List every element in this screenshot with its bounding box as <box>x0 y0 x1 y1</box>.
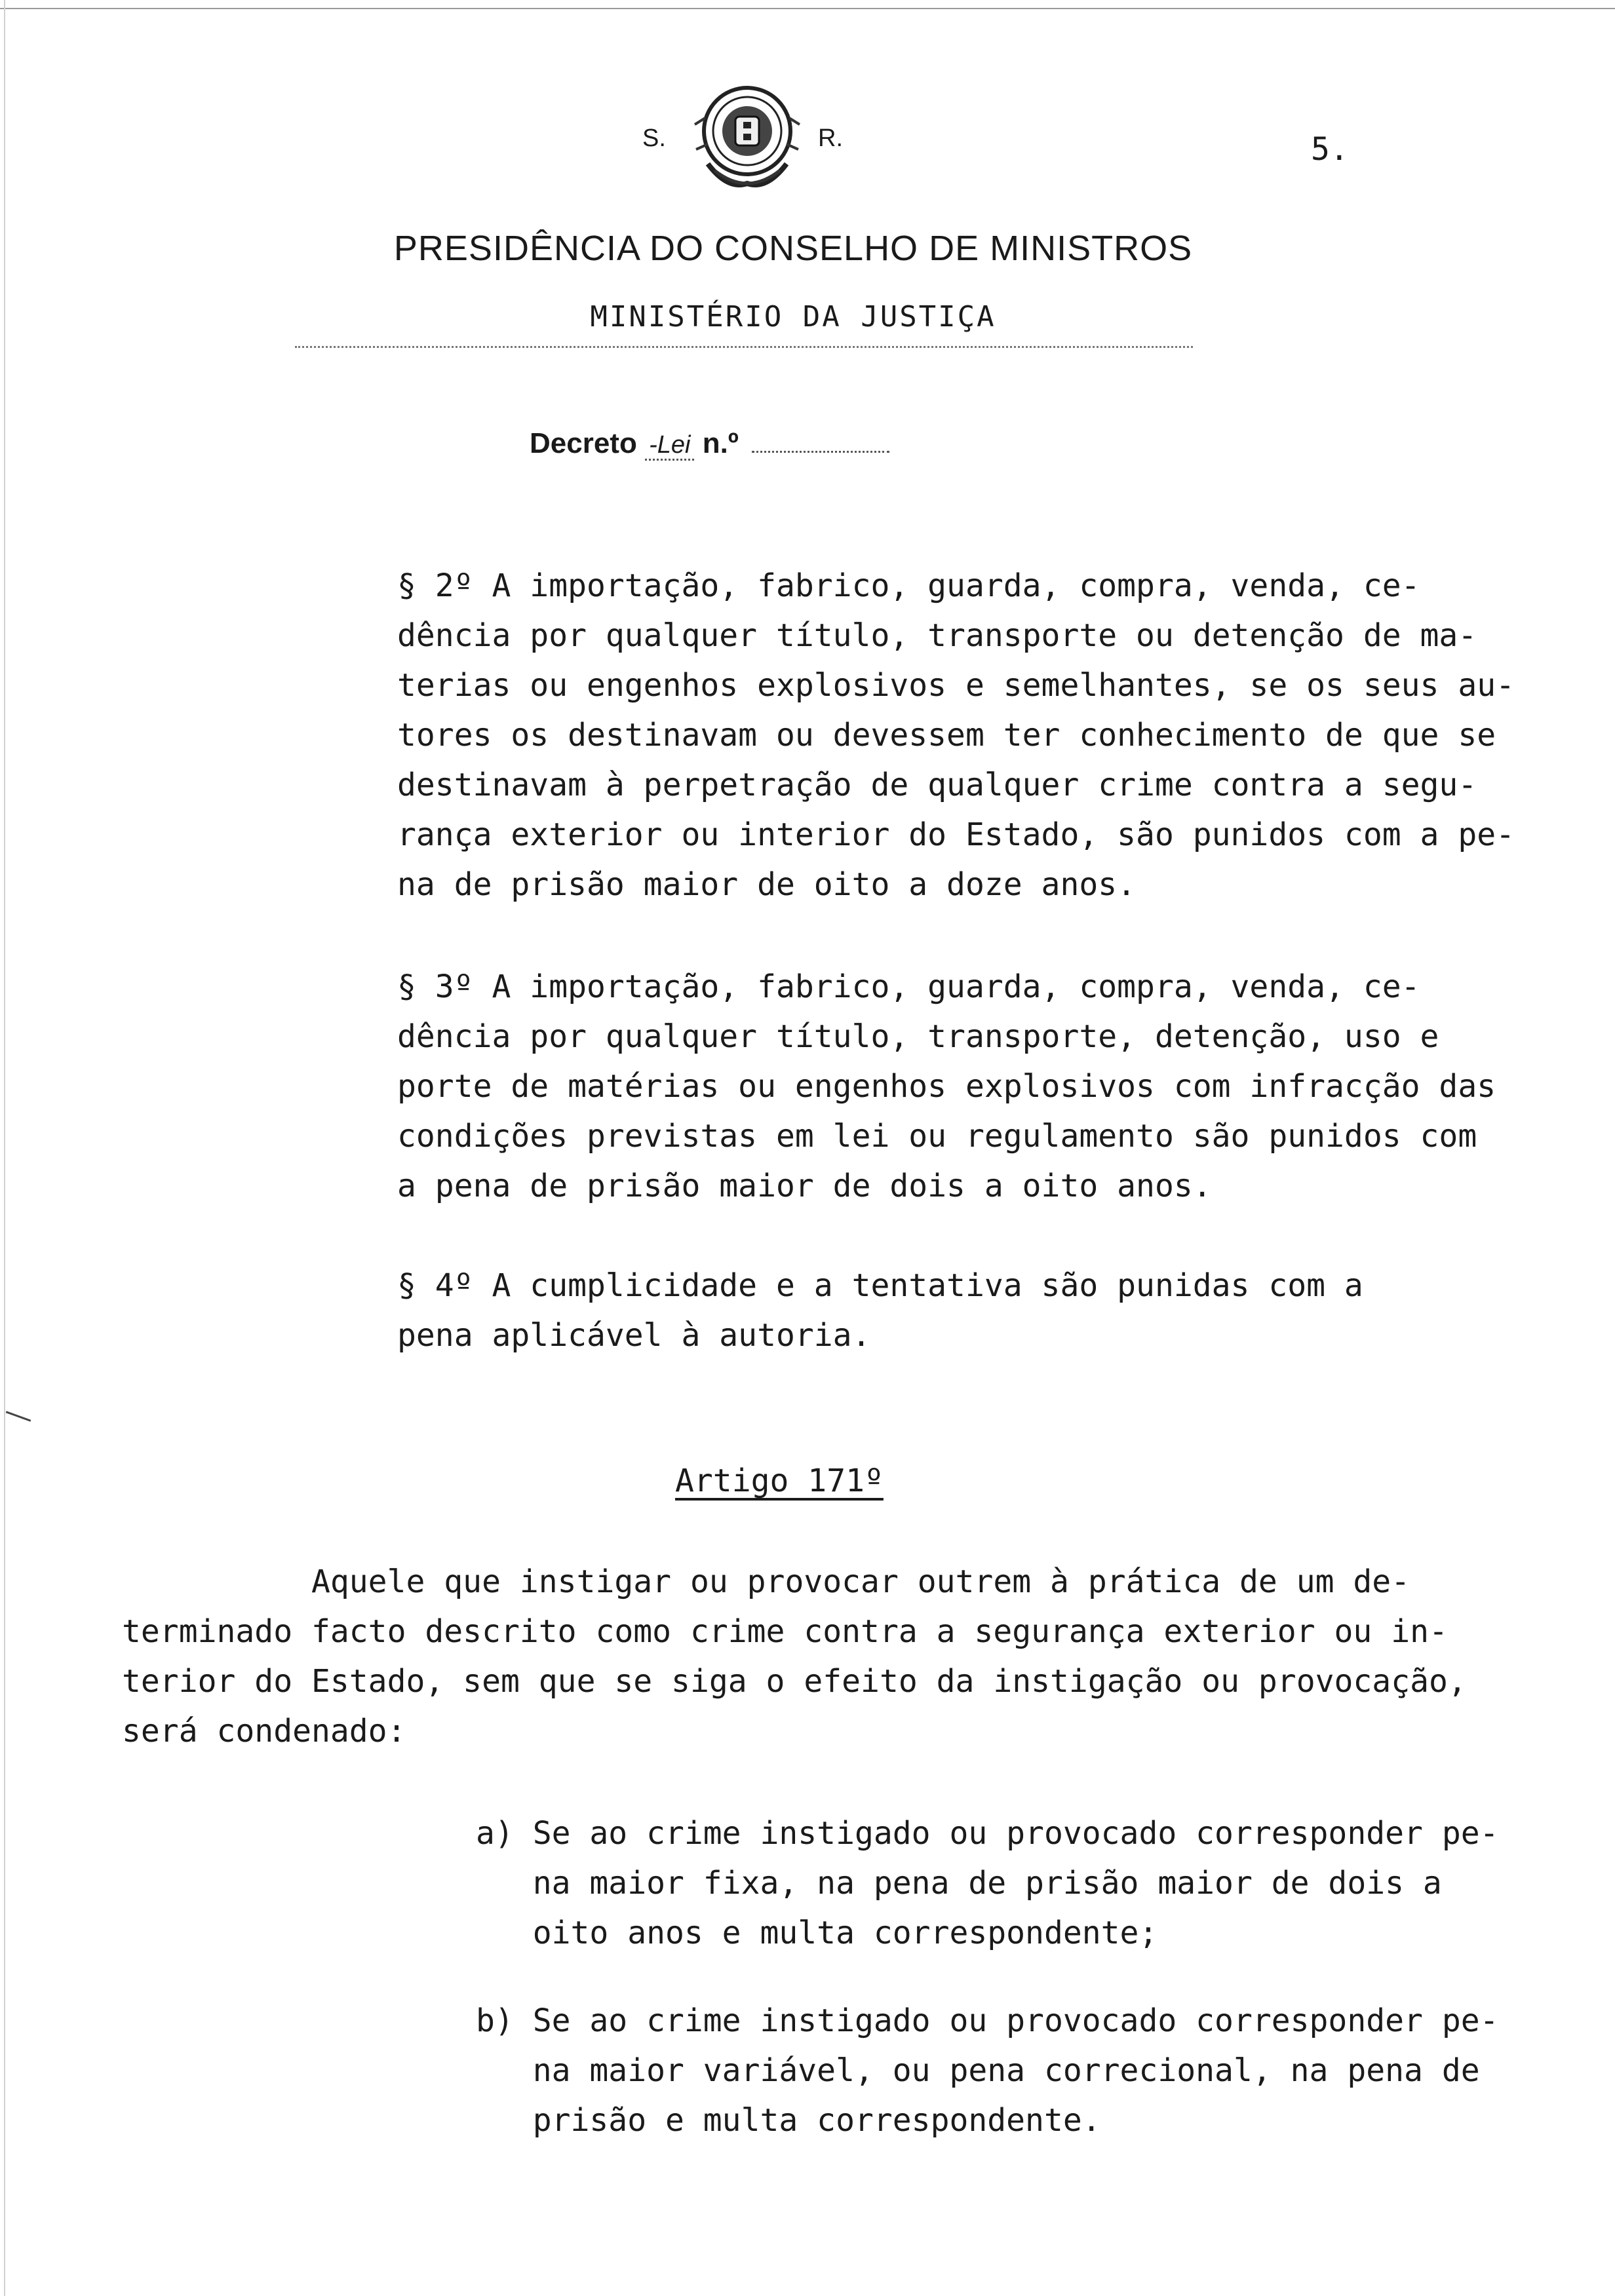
scan-edge-left <box>4 0 5 2296</box>
header-divider <box>295 346 1193 348</box>
seal-left-letter: S. <box>642 124 666 152</box>
scan-edge-top <box>0 8 1615 9</box>
decree-number-blank <box>752 451 889 453</box>
decree-number-label: n.º <box>702 427 739 459</box>
seal-right-letter: R. <box>818 124 843 152</box>
article-title: Artigo 171º <box>675 1463 884 1499</box>
paragraph-2: § 2º A importação, fabrico, guarda, compra, venda, ce- dência por qualquer título, transporte ou detenção de ma- terias ou engenhos explosivos e semelhantes, se os seus au- tores os destinavam ou devessem ter conhecimento de que se destinavam à perpetração de qualquer crime contra a segu- rança exterior ou interior do Estado, são punidos com a pe- na de prisão maior de oito a doze anos. <box>397 567 1515 903</box>
presidency-heading: PRESIDÊNCIA DO CONSELHO DE MINISTROS <box>393 229 1193 268</box>
article-item-b: b) Se ao crime instigado ou provocado corresponder pe- na maior variável, ou pena correcional, na pena de prisão e multa correspondente. <box>476 2002 1499 2139</box>
decree-label: Decreto <box>530 427 637 459</box>
article-intro: Aquele que instigar ou provocar outrem à prática de um de- terminado facto descrito como crime contra a segurança exterior ou in- terior do Estado, sem que se siga o efeito da instigação ou provocação, será condenado: <box>122 1563 1467 1750</box>
letterhead-seal-row <box>590 79 918 210</box>
margin-mark <box>6 1411 31 1422</box>
page-number: 5. <box>1311 131 1349 168</box>
coat-of-arms-seal <box>682 79 813 197</box>
article-item-a: a) Se ao crime instigado ou provocado corresponder pe- na maior fixa, na pena de prisão maior de dois a oito anos e multa correspondente; <box>476 1815 1499 1951</box>
decree-handwritten-lei: -Lei <box>645 431 694 461</box>
paragraph-4: § 4º A cumplicidade e a tentativa são punidas com a pena aplicável à autoria. <box>397 1267 1363 1354</box>
decree-line <box>530 427 889 460</box>
ministry-heading: MINISTÉRIO DA JUSTIÇA <box>590 300 996 334</box>
paragraph-3: § 3º A importação, fabrico, guarda, compra, venda, ce- dência por qualquer título, transporte, detenção, uso e porte de matérias ou engenhos explosivos com infracção das condições previstas em lei ou regulamento são punidos com a pena de prisão maior de dois a oito anos. <box>397 968 1496 1204</box>
